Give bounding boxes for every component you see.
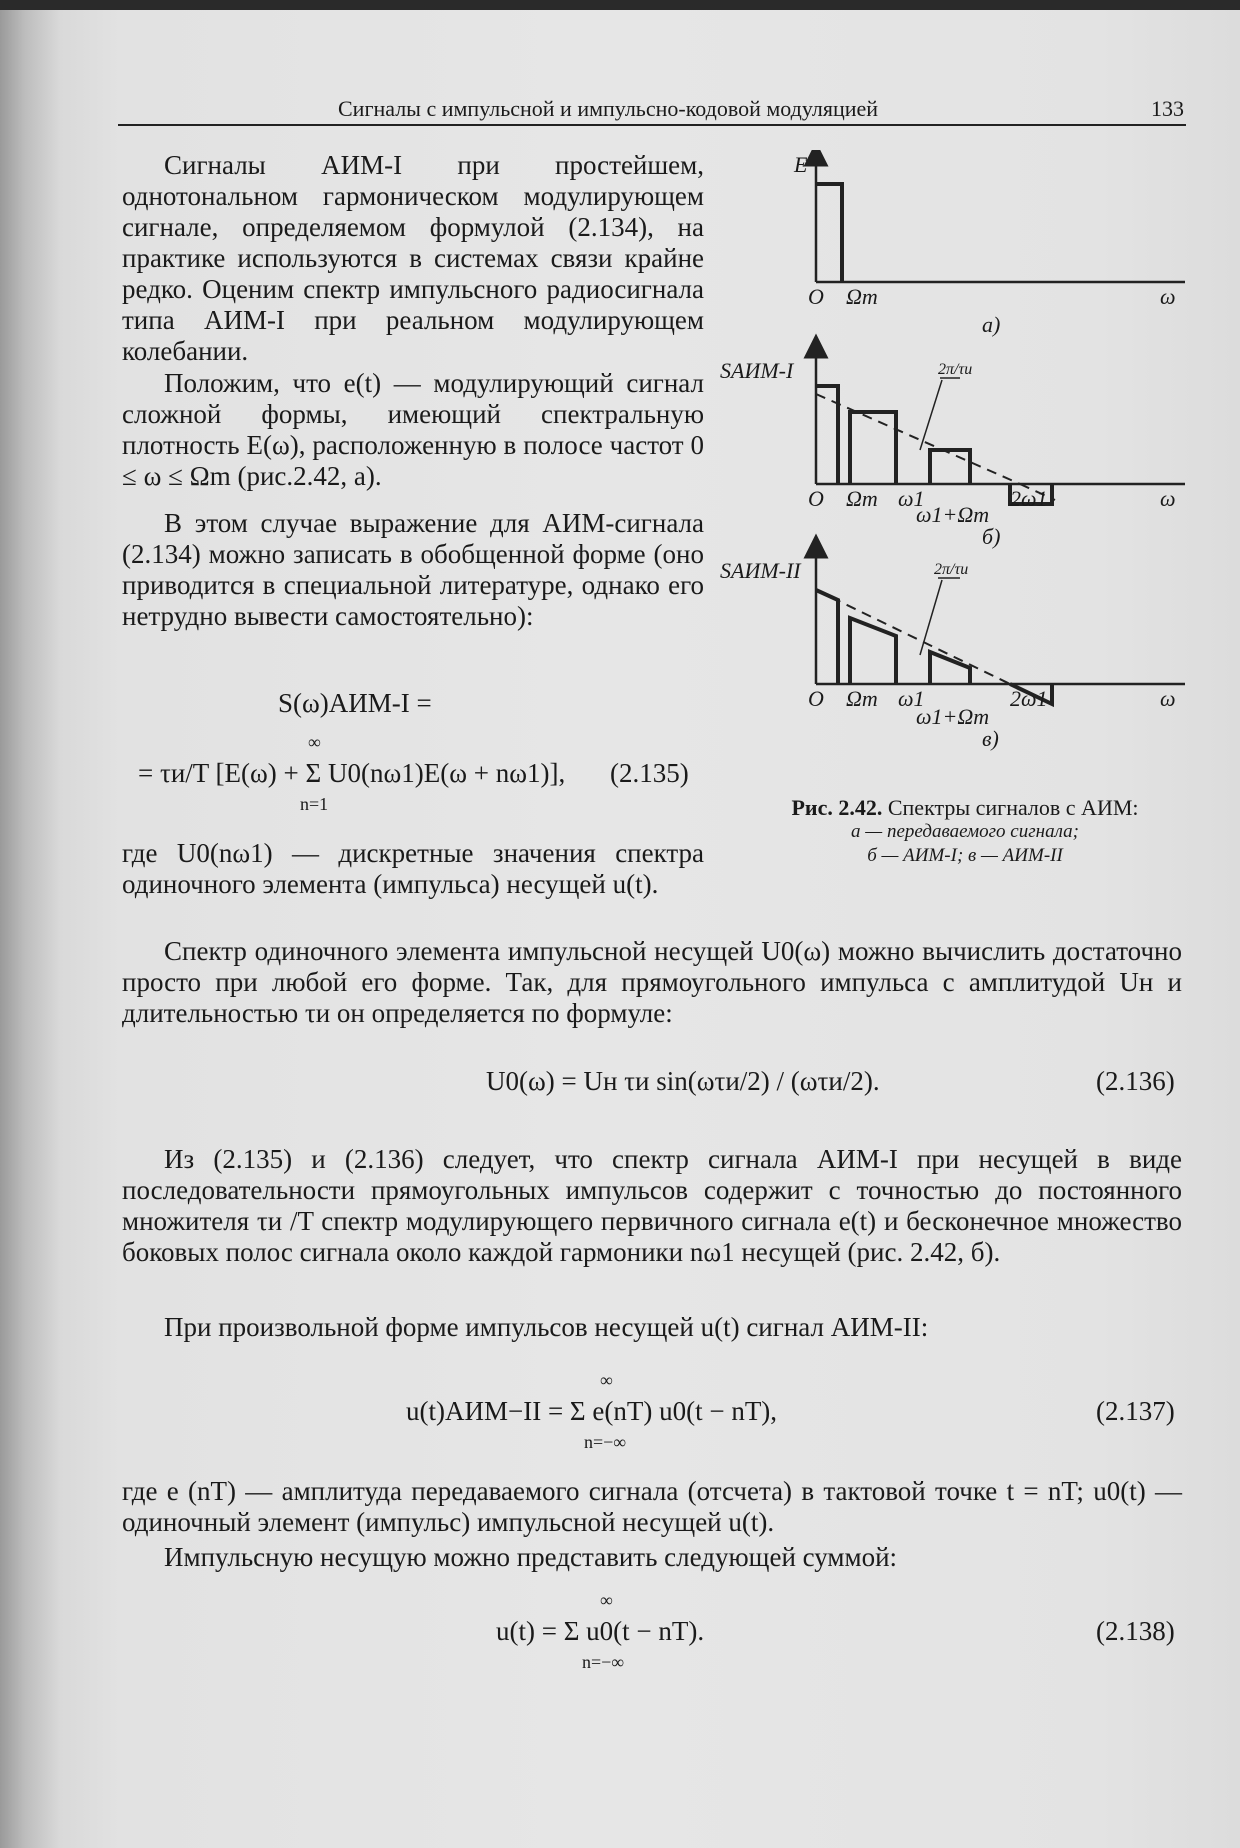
panel-a-origin: O: [808, 284, 824, 309]
panel-b-envelope: [816, 394, 1020, 484]
equation-2-137-sum-lower: n=−∞: [584, 1432, 627, 1452]
paragraph-9: Импульсную несущую можно представить следующей суммой:: [164, 1542, 898, 1572]
paragraph-4: где U0(nω1) — дискретные значения спектра одиночного элемента (импульса) несущей u(t).: [122, 838, 704, 899]
panel-a-ylabel: E: [794, 152, 808, 177]
equation-2-135-rhs: = τи/T [E(ω) + Σ U0(nω1)E(ω + nω1)],: [138, 758, 566, 788]
panel-c-2omega-1: 2ω1: [1010, 686, 1048, 711]
panel-a-omega-m: Ωm: [846, 284, 878, 309]
equation-2-137: u(t)АИМ−II = Σ e(nT) u0(t − nT),: [406, 1396, 778, 1426]
panel-b-origin: O: [808, 486, 824, 511]
equation-2-138: u(t) = Σ u0(t − nT).: [496, 1616, 705, 1646]
equation-2-138-sum-upper: ∞: [600, 1590, 613, 1610]
paragraph-3: В этом случае выражение для АИМ-сигнала (2.134) можно записать в обобщенной форме (оно приводится в специальной литературе, однако его нетрудно вывести самостоятельно):: [122, 508, 704, 631]
panel-c-period-pointer: [920, 580, 942, 655]
panel-b-omega-1-plus-m: ω1+Ωm: [916, 502, 990, 527]
panel-b-label: б): [982, 524, 1001, 549]
equation-2-135-number: (2.135): [610, 758, 689, 788]
panel-c-omega: ω: [1160, 686, 1176, 711]
panel-c-origin: O: [808, 686, 824, 711]
paragraph-3-block: [122, 508, 704, 632]
figure-caption: [740, 796, 1190, 868]
panel-b-period-pointer: [920, 380, 942, 450]
header-title: Сигналы с импульсной и импульсно-кодовой модуляцией: [338, 96, 879, 121]
equation-2-137-number: (2.137): [1096, 1396, 1175, 1426]
paragraph-1: Сигналы АИМ-I при простейшем, однотональном гармоническом модулирующем сигнале, определяемом формулой (2.134), на практике используются в системах связи крайне редко. Оценим спектр импульсного радиосигнала типа АИМ-I при реальном модулирующем колебании.: [122, 150, 704, 366]
panel-c-omega-1: ω1: [898, 686, 925, 711]
panel-a-label: а): [982, 312, 1001, 337]
equation-2-135-lhs: S(ω)АИМ-I =: [278, 688, 432, 718]
panel-b-band-0: [816, 386, 838, 484]
panel-b-band-2: [930, 450, 970, 484]
panel-c-band-0: [816, 590, 838, 684]
equation-2-135-sum-lower: n=1: [300, 794, 329, 814]
paragraph-9-block: [122, 1542, 1182, 1573]
running-header: [118, 92, 1186, 126]
panel-b-omega-m: Ωm: [846, 486, 878, 511]
page-number: 133: [1151, 96, 1184, 121]
panel-c-band-2: [930, 652, 970, 684]
caption-line-2: а — передаваемого сигнала;: [851, 821, 1079, 842]
paragraph-7-block: [122, 1312, 1182, 1343]
paragraph-6-block: [122, 1144, 1182, 1268]
panel-a-omega: ω: [1160, 284, 1176, 309]
paragraph-6: Из (2.135) и (2.136) следует, что спектр сигнала АИМ-I при несущей в виде последовательности прямоугольных импульсов содержит с точностью до постоянного множителя τи /T спектр модулирующего первичного сигнала e(t) и бесконечное множество боковых полос сигнала около каждой гармоники nω1 несущей (рис. 2.42, б).: [122, 1144, 1182, 1267]
panel-b-2omega-1: 2ω1: [1010, 486, 1048, 511]
panel-c-label: в): [982, 726, 999, 751]
equation-2-138-number: (2.138): [1096, 1616, 1175, 1646]
paragraph-8-block: [122, 1476, 1182, 1538]
caption-title: Рис. 2.42.: [791, 795, 883, 820]
panel-c-omega-m: Ωm: [846, 686, 878, 711]
panel-c-ylabel: SАИМ-II: [720, 558, 801, 583]
equation-2-137-sum-upper: ∞: [600, 1370, 613, 1390]
scan-top-edge: [0, 0, 1240, 10]
panel-c-envelope: [816, 590, 1010, 684]
equation-2-136: U0(ω) = Uн τи sin(ωτи/2) / (ωτи/2).: [486, 1066, 880, 1096]
panel-b-omega: ω: [1160, 486, 1176, 511]
paragraph-2: Положим, что e(t) — модулирующий сигнал сложной формы, имеющий спектральную плотность E(ω), расположенную в полосе частот 0 ≤ ω ≤ Ωm (рис.2.42, а).: [122, 368, 704, 491]
paragraph-2-block: [122, 368, 704, 492]
paragraph-4-block: [122, 838, 704, 900]
panel-c-omega-1-plus-m: ω1+Ωm: [916, 704, 990, 729]
equation-2-135-sum-upper: ∞: [308, 732, 321, 752]
equation-2-138-sum-lower: n=−∞: [582, 1652, 625, 1672]
paragraph-7: При произвольной форме импульсов несущей u(t) сигнал АИМ-II:: [164, 1312, 929, 1342]
panel-c-band-1: [850, 618, 896, 684]
panel-c-period: 2π/τи: [934, 561, 969, 578]
caption-line-3: б — АИМ-I; в — АИМ-II: [867, 845, 1063, 866]
caption-text: Спектры сигналов с АИМ:: [887, 795, 1139, 820]
paragraph-5-block: [122, 936, 1182, 1029]
panel-a-spectrum: [816, 184, 842, 282]
equation-2-136-number: (2.136): [1096, 1066, 1175, 1096]
paragraph-1-block: [122, 150, 704, 367]
panel-b-omega-1: ω1: [898, 486, 925, 511]
panel-b-period: 2π/τи: [938, 361, 973, 378]
paragraph-8: где e (nT) — амплитуда передаваемого сигнала (отсчета) в тактовой точке t = nT; u0(t) — одиночный элемент (импульс) импульсной несущей u(t).: [122, 1476, 1182, 1537]
paragraph-5: Спектр одиночного элемента импульсной несущей U0(ω) можно вычислить достаточно просто при любой его форме. Так, для прямоугольного импульса с амплитудой Uн и длительностью τи он определяется по формуле:: [122, 936, 1182, 1028]
panel-b-band-1: [850, 412, 896, 484]
panel-b-ylabel: SАИМ-I: [720, 358, 794, 383]
figure-2-42: [720, 150, 1200, 810]
